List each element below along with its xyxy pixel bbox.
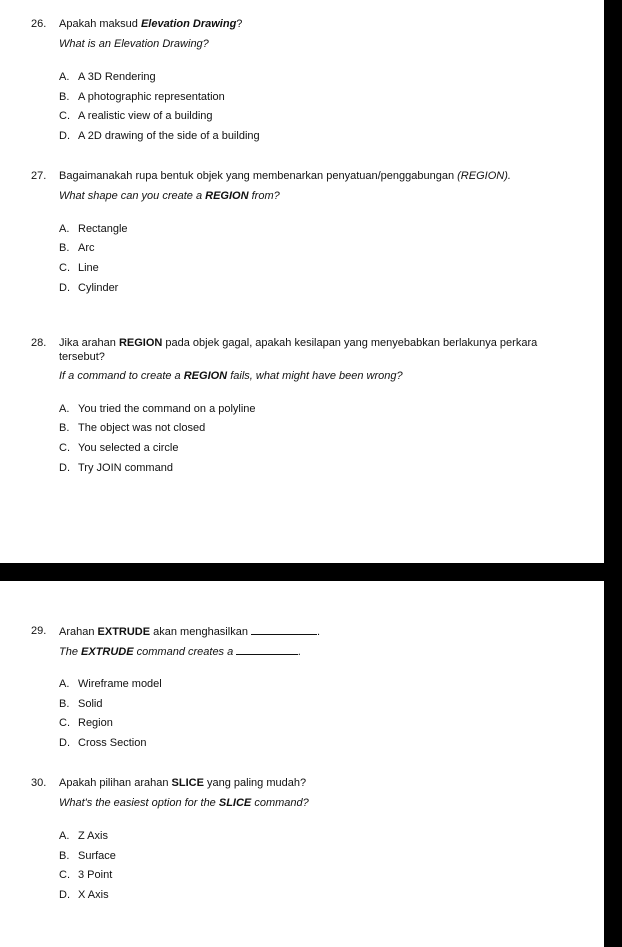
option-c[interactable]: C. Region xyxy=(59,717,113,729)
option-d[interactable]: D. Cross Section xyxy=(59,737,147,749)
option-a[interactable]: A. Z Axis xyxy=(59,830,108,842)
option-d[interactable]: D. Cylinder xyxy=(59,282,119,294)
question-translation: What is an Elevation Drawing? xyxy=(59,38,209,50)
option-d[interactable]: D. Try JOIN command xyxy=(59,462,173,474)
option-c[interactable]: C. You selected a circle xyxy=(59,442,179,454)
option-c[interactable]: C. Line xyxy=(59,262,99,274)
document-page-2 xyxy=(0,581,604,947)
question-text: Arahan EXTRUDE akan menghasilkan . xyxy=(59,626,321,638)
option-c[interactable]: C. 3 Point xyxy=(59,869,113,881)
question-text: Bagaimanakah rupa bentuk objek yang membenarkan penyatuan/penggabungan (REGION). xyxy=(59,170,511,182)
question-number: 30. xyxy=(31,777,47,789)
question-text: Apakah maksud Elevation Drawing? xyxy=(59,18,243,30)
question-number: 27. xyxy=(31,170,47,182)
answer-blank xyxy=(236,644,298,655)
question-translation: What's the easiest option for the SLICE command? xyxy=(59,797,309,809)
question-number: 28. xyxy=(31,337,47,349)
option-b[interactable]: B. Arc xyxy=(59,242,95,254)
question-text: Jika arahan REGION pada objek gagal, apakah kesilapan yang menyebabkan berlakunya perkara tersebut? xyxy=(59,337,538,363)
option-a[interactable]: A. You tried the command on a polyline xyxy=(59,403,256,415)
option-b[interactable]: B. Solid xyxy=(59,698,103,710)
option-a[interactable]: A. A 3D Rendering xyxy=(59,71,156,83)
option-d[interactable]: D. X Axis xyxy=(59,889,109,901)
option-a[interactable]: A. Rectangle xyxy=(59,223,128,235)
answer-blank xyxy=(251,624,317,635)
question-text: Apakah pilihan arahan SLICE yang paling mudah? xyxy=(59,777,307,789)
option-b[interactable]: B. The object was not closed xyxy=(59,422,206,434)
option-c[interactable]: C. A realistic view of a building xyxy=(59,110,213,122)
question-translation: If a command to create a REGION fails, what might have been wrong? xyxy=(59,370,403,382)
option-a[interactable]: A. Wireframe model xyxy=(59,678,162,690)
question-translation: What shape can you create a REGION from? xyxy=(59,190,280,202)
question-translation: The EXTRUDE command creates a . xyxy=(59,646,302,658)
option-b[interactable]: B. A photographic representation xyxy=(59,91,225,103)
option-b[interactable]: B. Surface xyxy=(59,850,116,862)
question-number: 26. xyxy=(31,18,47,30)
option-d[interactable]: D. A 2D drawing of the side of a building xyxy=(59,130,260,142)
question-number: 29. xyxy=(31,625,47,637)
